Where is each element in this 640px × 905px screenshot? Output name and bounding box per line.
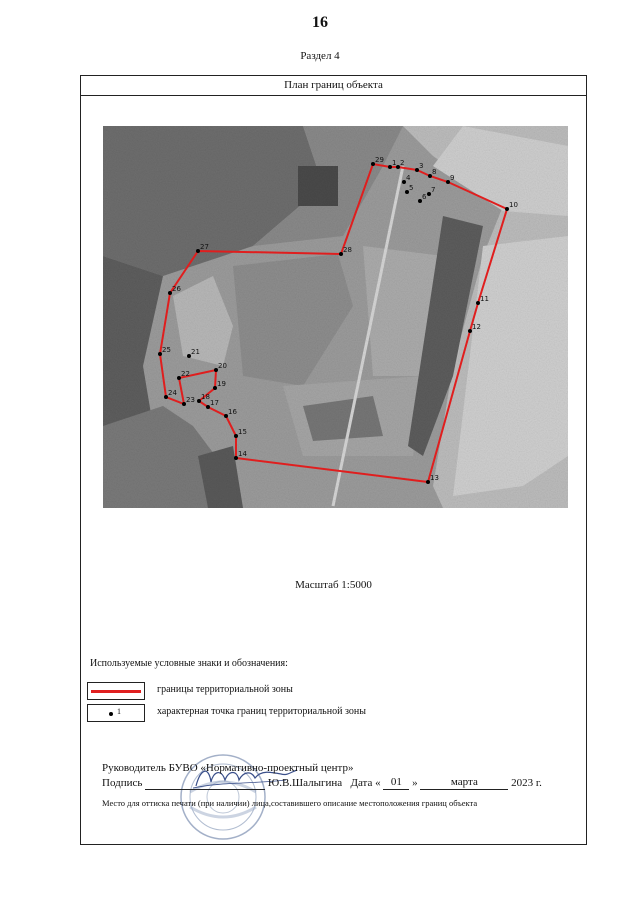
stamp-note: Место для оттиска печати (при наличии) лица,составившего описание местоположения границ объекта (102, 798, 478, 808)
boundary-point-label-14: 14 (238, 450, 247, 458)
boundary-point-label-24: 24 (168, 389, 177, 397)
boundary-point-label-1: 1 (392, 159, 397, 167)
boundary-point-label-11: 11 (480, 295, 489, 303)
boundary-point-label-5: 5 (409, 184, 414, 192)
boundary-point-label-3: 3 (419, 162, 424, 170)
aerial-photo (103, 126, 568, 508)
frame-title: План границ объекта (81, 76, 586, 96)
signature-block (102, 761, 582, 790)
signer-role: Руководитель БУВО «Нормативно-проектный центр» (102, 762, 354, 774)
sign-label: Подпись (102, 777, 143, 789)
boundary-point-label-21: 21 (191, 348, 200, 356)
legend-line-symbol (87, 682, 145, 700)
boundary-point-label-18: 18 (201, 393, 210, 401)
boundary-point-label-19: 19 (217, 380, 226, 388)
boundary-point-label-13: 13 (430, 474, 439, 482)
boundary-point-label-10: 10 (509, 201, 518, 209)
boundary-point-label-20: 20 (218, 362, 227, 370)
legend-line-label: границы территориальной зоны (157, 684, 293, 695)
boundary-point-label-23: 23 (186, 396, 195, 404)
boundary-point-label-7: 7 (431, 186, 436, 194)
map-svg (103, 126, 568, 508)
legend-title: Используемые условные знаки и обозначения: (90, 658, 288, 669)
boundary-point-label-27: 27 (200, 243, 209, 251)
document-frame (80, 75, 587, 845)
legend-dot-number: 1 (117, 707, 121, 716)
date-year: 2023 г. (511, 777, 542, 789)
boundary-point-label-25: 25 (162, 346, 171, 354)
boundary-point-label-28: 28 (343, 246, 352, 254)
boundary-point-label-26: 26 (172, 285, 181, 293)
boundary-point-label-8: 8 (432, 168, 437, 176)
section-label: Раздел 4 (300, 50, 340, 62)
boundary-point-label-29: 29 (375, 156, 384, 164)
boundary-point-label-4: 4 (406, 174, 411, 182)
boundary-point-label-12: 12 (472, 323, 481, 331)
page-number: 16 (312, 14, 328, 31)
legend-point-label: характерная точка границ территориальной зоны (157, 706, 366, 717)
signature-line (102, 775, 582, 790)
date-month: марта (420, 775, 508, 790)
boundary-point-label-22: 22 (181, 370, 190, 378)
scale-label: Масштаб 1:5000 (295, 579, 372, 591)
legend-point-symbol (87, 704, 145, 722)
boundary-point-label-16: 16 (228, 408, 237, 416)
date-day: 01 (383, 775, 409, 790)
boundary-point-label-6: 6 (422, 193, 427, 201)
boundary-point-label-15: 15 (238, 428, 247, 436)
signer-name: Ю.В.Шалыгина (267, 777, 343, 789)
boundary-point-label-17: 17 (210, 399, 219, 407)
boundary-map (103, 126, 568, 508)
boundary-point-label-9: 9 (450, 174, 455, 182)
date-label: Дата « (350, 777, 381, 789)
date-quote: » (412, 777, 418, 789)
dot-icon (109, 712, 113, 716)
boundary-point-label-2: 2 (400, 159, 405, 167)
